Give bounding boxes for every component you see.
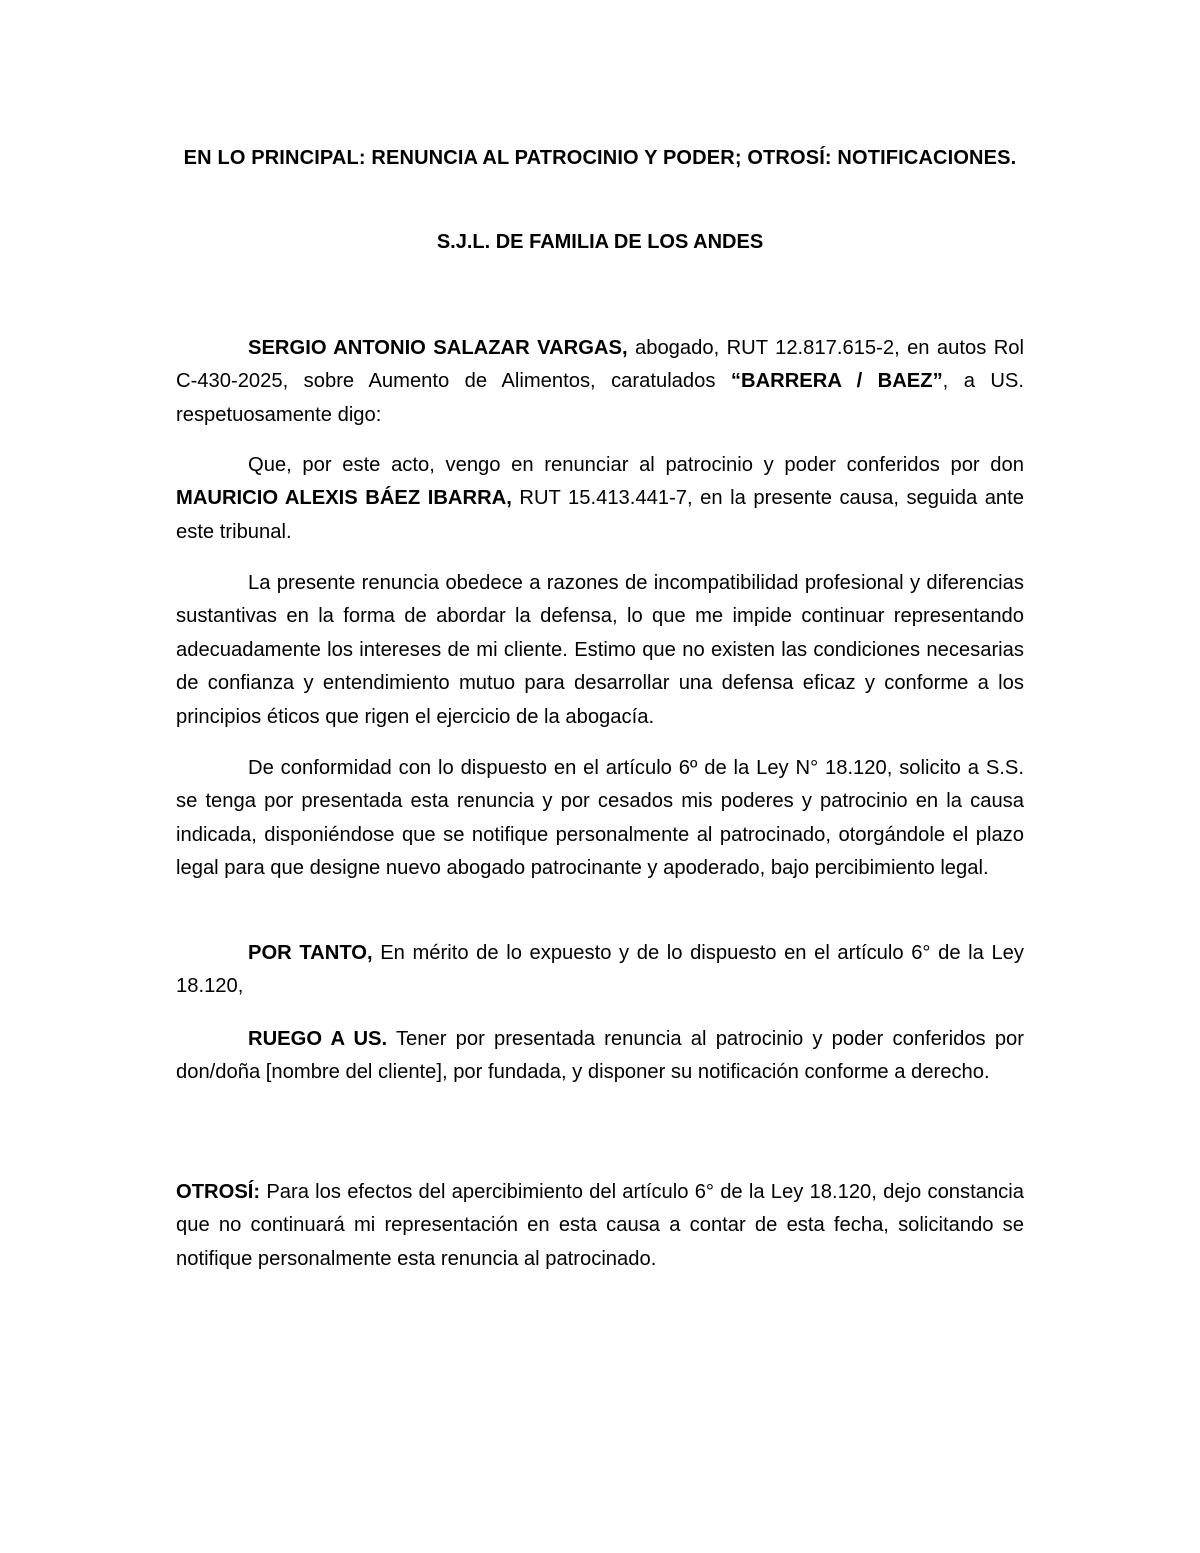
lawyer-name: SERGIO ANTONIO SALAZAR VARGAS,	[248, 337, 628, 359]
paragraph-ruego	[176, 1023, 1024, 1090]
otrosi-lead: OTROSÍ:	[176, 1181, 261, 1203]
paragraph-razones: La presente renuncia obedece a razones de incompatibilidad profesional y diferencias sustantivas en la forma de abordar la defensa, lo que me impide continuar representando adecuadamente los intereses de mi cliente. Estimo que no existen las condiciones necesarias de confianza y entendimiento mutuo para desarrollar una defensa eficaz y conforme a los principios éticos que rigen el ejercicio de la abogacía.	[176, 572, 1024, 728]
case-title: “BARRERA / BAEZ”	[730, 370, 943, 393]
por-tanto-text: En mérito de lo expuesto y de lo dispuesto en el artículo 6° de la Ley 18.120,	[176, 942, 1024, 998]
renuncia-text-b: RUT 15.413.441-7, en la presente causa, seguida ante este tribunal.	[176, 487, 1024, 543]
renuncia-text-a: Que, por este acto, vengo en renunciar al patrocinio y poder conferidos por don	[248, 454, 1024, 476]
paragraph-conformidad: De conformidad con lo dispuesto en el artículo 6º de la Ley N° 18.120, solicito a S.S. se tenga por presentada esta renuncia y por cesados mis poderes y patrocinio en la causa indicada, disponiéndose que se notifique personalmente al patrocinado, otorgándole el plazo legal para que designe nuevo abogado patrocinante y apoderado, bajo percibimiento legal.	[176, 757, 1024, 880]
paragraph-por-tanto	[176, 937, 1024, 1004]
paragraph-otrosi	[176, 1176, 1024, 1276]
client-name: MAURICIO ALEXIS BÁEZ IBARRA,	[176, 487, 512, 510]
paragraph-intro	[176, 332, 1024, 432]
por-tanto-lead: POR TANTO,	[248, 942, 373, 964]
court-heading: S.J.L. DE FAMILIA DE LOS ANDES	[436, 231, 764, 253]
document-title: EN LO PRINCIPAL: RENUNCIA AL PATROCINIO Y PODER; OTROSÍ: NOTIFICACIONES.	[183, 147, 1017, 169]
intro-text-a: abogado, RUT 12.817.615-2, en autos Rol C-430-2025, sobre Aumento de Alimentos, caratulados	[176, 337, 1024, 393]
intro-text-b: , a US. respetuosamente digo:	[176, 370, 1024, 426]
paragraph-renuncia	[176, 449, 1024, 549]
otrosi-text: Para los efectos del apercibimiento del artículo 6° de la Ley 18.120, dejo constancia que no continuará mi representación en esta causa a contar de esta fecha, solicitando se notifique personalmente esta renuncia al patrocinado.	[176, 1181, 1024, 1270]
ruego-text: Tener por presentada renuncia al patrocinio y poder conferidos por don/doña [nombre del cliente], por fundada, y disponer su notificación conforme a derecho.	[176, 1028, 1024, 1084]
ruego-lead: RUEGO A US.	[248, 1028, 388, 1050]
